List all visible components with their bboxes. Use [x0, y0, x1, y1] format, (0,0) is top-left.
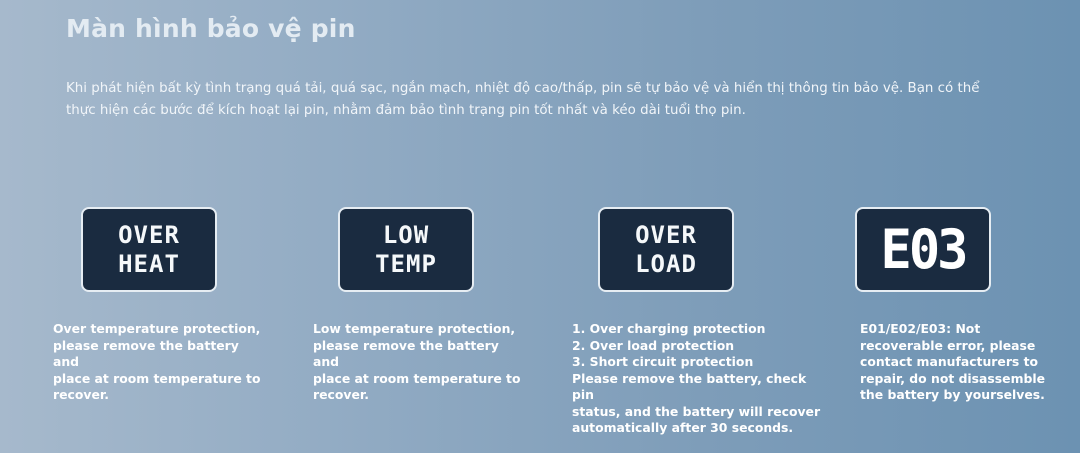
overload-card — [572, 207, 821, 435]
overheat-display-text: OVER HEAT — [118, 220, 180, 278]
overload-display-text: OVER LOAD — [635, 220, 697, 278]
overheat-card — [53, 207, 261, 402]
overheat-description: Over temperature protection, please remove the battery and place at room temperature to recover. — [53, 321, 261, 402]
low-temp-display — [338, 207, 474, 292]
overload-description: 1. Over charging protection 2. Over load protection 3. Short circuit protection Please remove the battery, check pin status, and the battery will recover automatically after 30 seconds. — [572, 321, 821, 435]
low-temp-description: Low temperature protection, please remove the battery and place at room temperature to recover. — [313, 321, 521, 402]
error-code-display-text: E03 — [880, 218, 966, 281]
low-temp-card — [313, 207, 521, 402]
error-code-description: E01/E02/E03: Not recoverable error, please contact manufacturers to repair, do not disassemble the battery by yourselves. — [860, 321, 1046, 402]
overload-display — [598, 207, 734, 292]
error-code-display — [855, 207, 991, 292]
overheat-display — [81, 207, 217, 292]
page-title: Màn hình bảo vệ pin — [66, 14, 356, 43]
intro-paragraph: Khi phát hiện bất kỳ tình trạng quá tải, quá sạc, ngắn mạch, nhiệt độ cao/thấp, pin sẽ tự bảo vệ và hiển thị thông tin bảo vệ. Bạn có thể thực hiện các bước để kích hoạt lại pin, nhằm đảm bảo tình trạng pin tốt nhất và kéo dài tuổi thọ pin. — [66, 81, 980, 118]
error-code-card — [855, 207, 1046, 402]
low-temp-display-text: LOW TEMP — [375, 220, 437, 278]
